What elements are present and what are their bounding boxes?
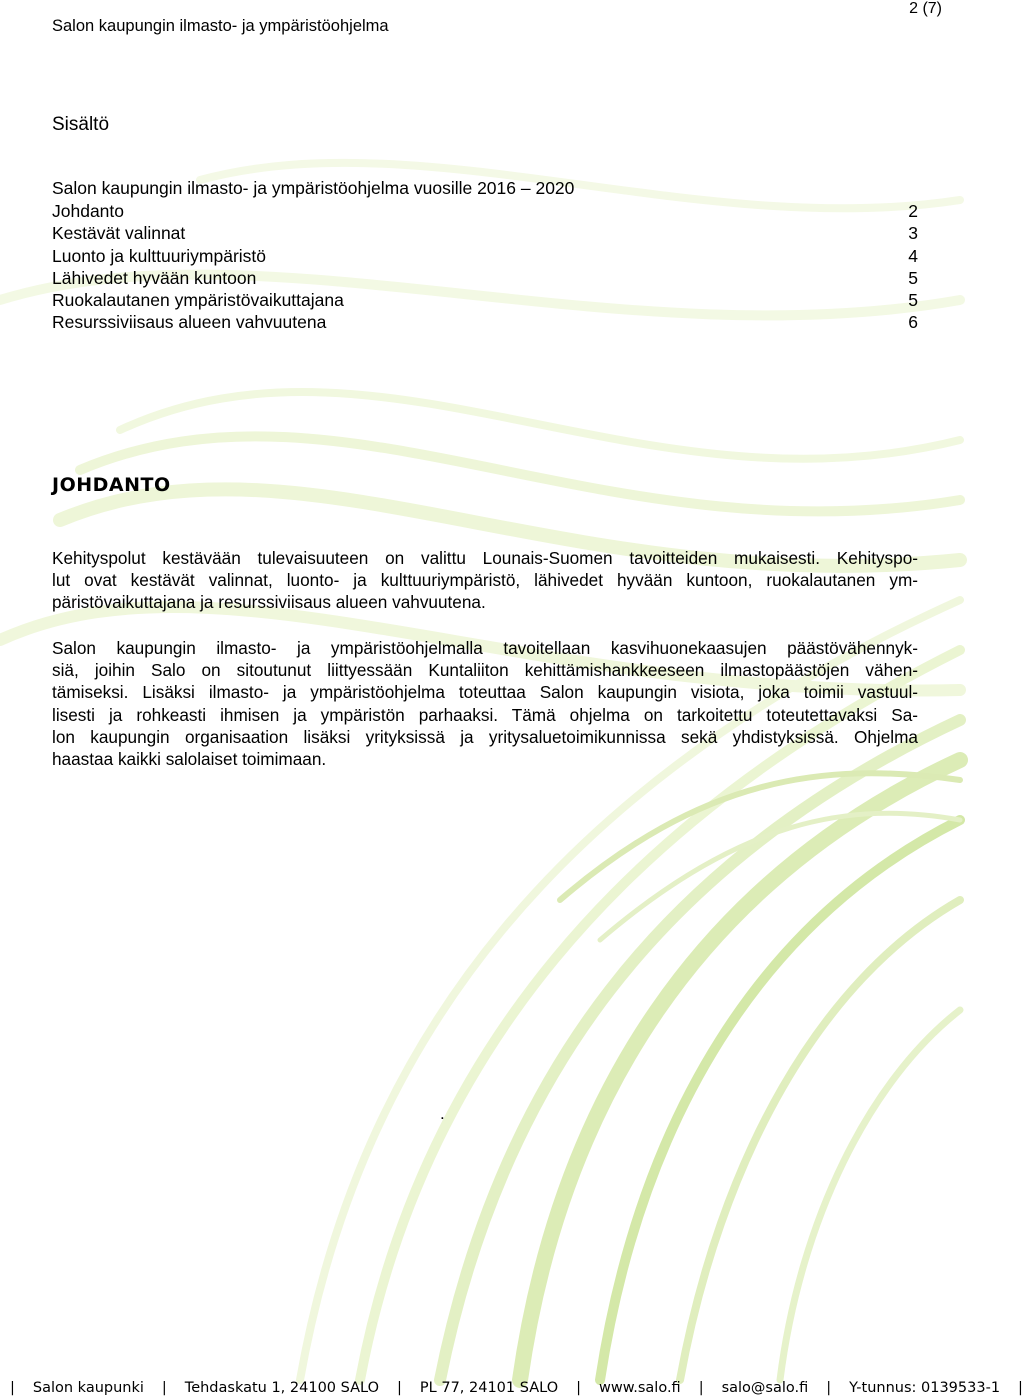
page-footer: [0, 1378, 1023, 1398]
footer-website-link[interactable]: www.salo.fi: [599, 1380, 681, 1396]
toc-entry-label: Resurssiviisaus alueen vahvuutena: [52, 312, 327, 333]
toc-entry-label: Lähivedet hyvään kuntoon: [52, 267, 257, 288]
toc-entry-label: Kestävät valinnat: [52, 223, 186, 244]
footer-separator: |: [698, 1380, 704, 1396]
paragraph-line: Kehityspolut kestävään tulevaisuuteen on valittu Lounais-Suomen tavoitteiden mukaisesti. Kehityspo-: [52, 548, 918, 568]
toc-title: Salon kaupungin ilmasto- ja ympäristöohjelma vuosille 2016 – 2020: [52, 178, 575, 198]
toc-entry-page: 5: [908, 290, 918, 311]
paragraph-line: päristövaikuttajana ja resurssiviisaus alueen vahvuutena.: [52, 592, 486, 613]
toc-heading: Sisältö: [52, 114, 110, 135]
running-header-title: Salon kaupungin ilmasto- ja ympäristöohjelma: [52, 17, 389, 35]
toc-entry[interactable]: [52, 267, 918, 289]
toc-entry-page: 2: [908, 201, 918, 221]
paragraph-line: lut ovat kestävät valinnat, luonto- ja kulttuuriympäristö, lähivedet hyvään kuntoon, ruokalautanen ym-: [52, 570, 918, 591]
table-of-contents: [52, 200, 918, 334]
paragraph-line: lon kaupungin organisaation lisäksi yrityksissä ja yritysaluetoimikunnissa sekä yhdistyksissä. Ohjelma: [52, 726, 918, 747]
paragraph-line: tämiseksi. Lisäksi ilmasto- ja ympäristöohjelma toteuttaa Salon kaupungin visiota, joka toimii vastuul-: [52, 682, 918, 703]
paragraph-line: haastaa kaikki salolaiset toimimaan.: [52, 749, 327, 770]
footer-organization: Salon kaupunki: [32, 1380, 144, 1396]
toc-entry-label: Ruokalautanen ympäristövaikuttajana: [52, 290, 344, 311]
footer-separator: |: [10, 1380, 15, 1396]
footer-separator: |: [576, 1380, 581, 1396]
toc-entry-page: 6: [908, 312, 918, 333]
footer-separator: |: [397, 1380, 402, 1396]
toc-entry[interactable]: [52, 311, 918, 333]
toc-entry[interactable]: [52, 245, 918, 267]
intro-paragraph-1: [52, 547, 918, 614]
footer-separator: |: [826, 1380, 832, 1396]
footer-separator: |: [161, 1380, 167, 1396]
toc-entry-label: Johdanto: [52, 201, 125, 221]
footer-email-link[interactable]: salo@salo.fi: [721, 1380, 809, 1396]
paragraph-line: siä, joihin Salo on sitoutunut liittyessään Kuntaliiton kehittämishankkeeseen ilmastopäästöjen vähen-: [52, 660, 918, 681]
stray-dot-mark: .: [440, 1104, 445, 1123]
footer-street-address: Tehdaskatu 1, 24100 SALO: [184, 1380, 380, 1396]
footer-business-id: Y-tunnus: 0139533-1: [849, 1380, 1001, 1396]
toc-entry-page: 5: [908, 267, 918, 288]
toc-entry-page: 4: [908, 245, 918, 266]
toc-entry-label: Luonto ja kulttuuriympäristö: [52, 245, 266, 266]
toc-entry[interactable]: [52, 289, 918, 311]
toc-entry[interactable]: [52, 222, 918, 244]
footer-postal-address: PL 77, 24101 SALO: [419, 1380, 559, 1396]
footer-separator: |: [1018, 1380, 1023, 1396]
section-heading: JOHDANTO: [52, 474, 171, 496]
intro-paragraph-2: [52, 637, 918, 770]
page-number: 2 (7): [909, 0, 942, 17]
toc-entry[interactable]: [52, 200, 918, 222]
toc-entry-page: 3: [908, 223, 918, 244]
paragraph-line: lisesti ja rohkeasti ihmisen ja ympäristön parhaaksi. Tämä ohjelma on tarkoitettu toteutettavaksi Sa-: [52, 704, 918, 725]
paragraph-line: Salon kaupungin ilmasto- ja ympäristöohjelmalla tavoitellaan kasvihuonekaasujen päästövähennyk-: [52, 638, 918, 658]
